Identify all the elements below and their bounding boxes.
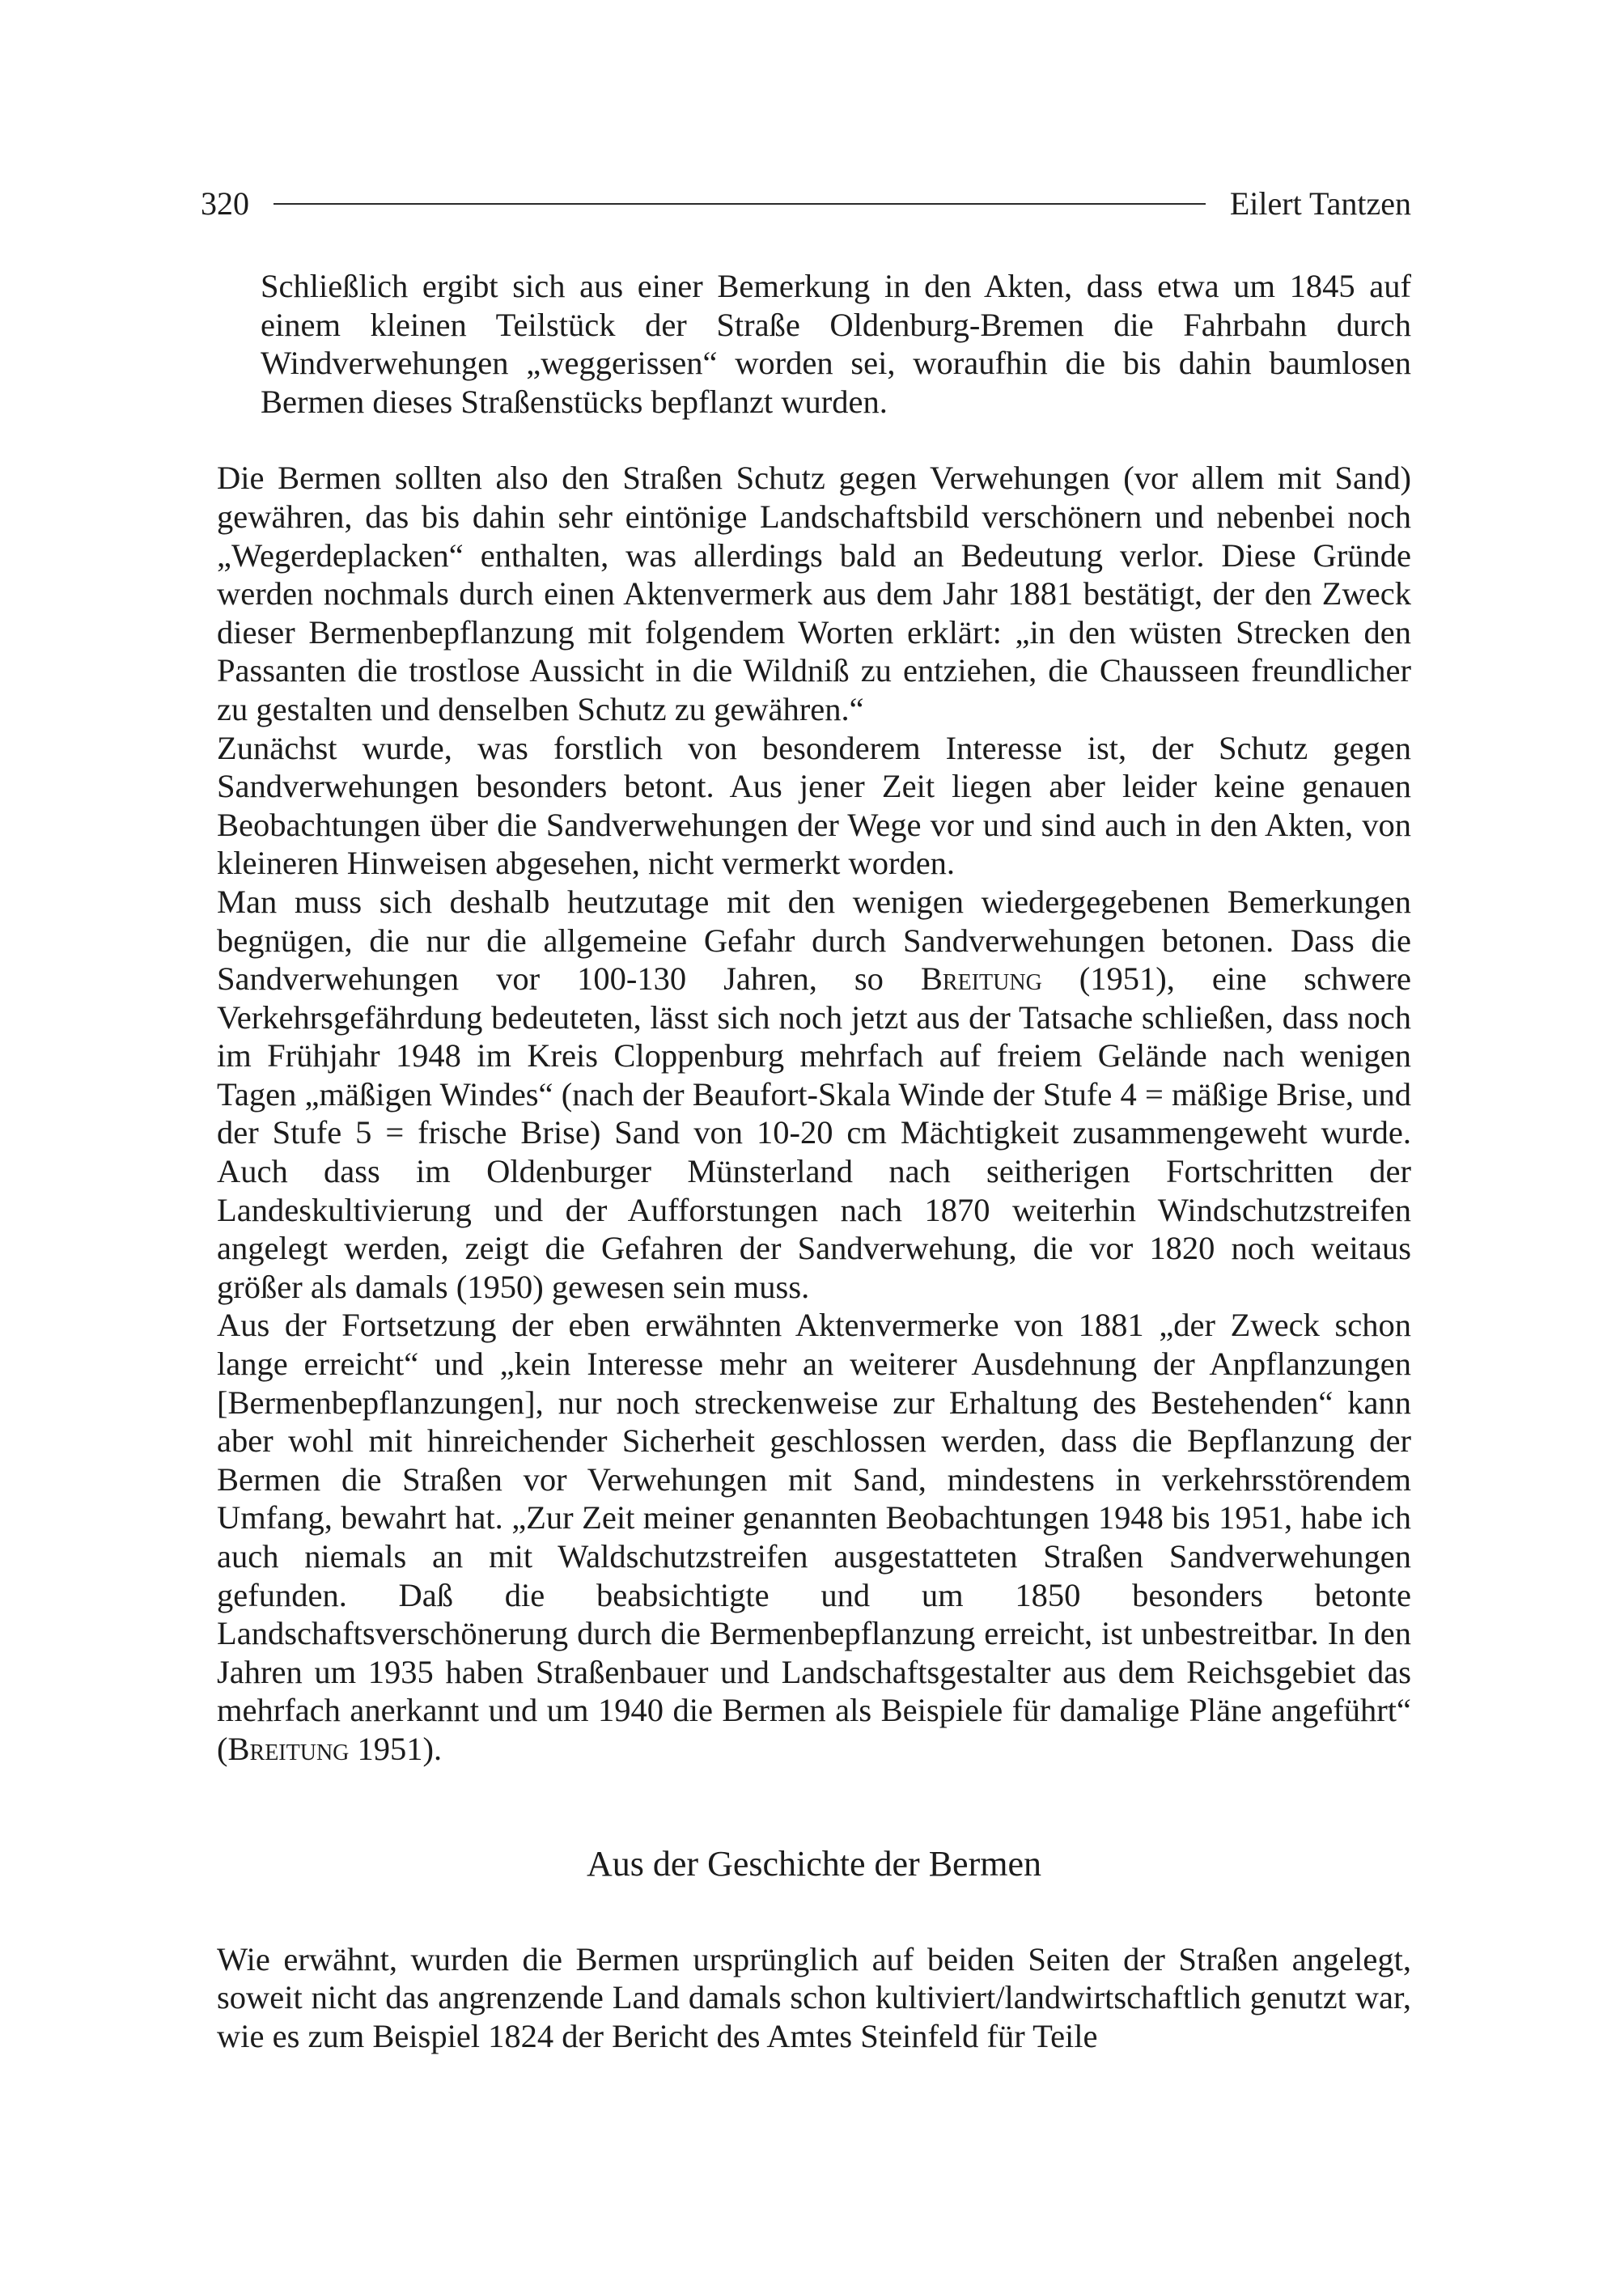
- citation-author: Breitung: [227, 1730, 350, 1767]
- paragraph-3: Zunächst wurde, was forstlich von besonderem Interesse ist, der Schutz gegen Sandverwehungen besonders betont. Aus jener Zeit liegen aber leider keine genauen Beobachtungen über die Sandverwehungen der Wege vor und sind auch in den Akten, von kleineren Hinweisen abgesehen, nicht vermerkt worden.: [217, 729, 1411, 882]
- paragraph-5-text-a: Aus der Fortsetzung der eben erwähnten Aktenvermerke von 1881 „der Zweck schon lange erreicht“ und „kein Interesse mehr an weiterer Ausdehnung der Anpflanzungen [Bermenbepflanzungen], nur noch streckenweise zur Erhaltung des Bestehenden“ kann aber wohl mit hinreichender Sicherheit geschlossen werden, dass die Bepflanzung der Bermen die Straßen vor Verwehungen mit Sand, mindestens in verkehrsstörendem Umfang, bewahrt hat. „Zur Zeit meiner genannten Beobachtungen 1948 bis 1951, habe ich auch niemals an mit Waldschutzstreifen ausgestatteten Straßen Sandverwehungen gefunden. Daß die beabsichtigte und um 1850 besonders betonte Landschaftsverschönerung durch die Bermenbepflanzung erreicht, ist unbestreitbar. In den Jahren um 1935 haben Straßenbauer und Landschaftsgestalter aus dem Reichsgebiet das mehrfach anerkannt und um 1940 die Bermen als Beispiele für damalige Pläne angeführt“ (: [217, 1307, 1411, 1767]
- paragraph-6: Wie erwähnt, wurden die Bermen ursprünglich auf beiden Seiten der Straßen angelegt, soweit nicht das angrenzende Land damals schon kultiviert/landwirtschaftlich genutzt war, wie es zum Beispiel 1824 der Bericht des Amtes Steinfeld für Teile: [217, 1940, 1411, 2054]
- header-rule: [273, 203, 1206, 205]
- body-text: [217, 267, 1411, 2055]
- paragraph-1: Schließlich ergibt sich aus einer Bemerkung in den Akten, dass etwa um 1845 auf einem kleinen Teilstück der Straße Oldenburg-Bremen die Fahrbahn durch Windverwehungen „weggerissen“ worden sei, woraufhin die bis dahin baumlosen Bermen dieses Straßenstücks bepflanzt wurden.: [261, 268, 1411, 420]
- paragraph-5: [217, 1306, 1411, 1768]
- paragraph-4-text-b: (1951), eine schwere Verkehrsgefährdung bedeuteten, lässt sich noch jetzt aus der Tatsache schließen, dass noch im Frühjahr 1948 im Kreis Cloppenburg mehrfach auf freiem Gelände nach wenigen Tagen „mäßigen Windes“ (nach der Beaufort-Skala Winde der Stufe 4 = mäßige Brise, und der Stufe 5 = frische Brise) Sand von 10-20 cm Mächtigkeit zusammengeweht wurde. Auch dass im Oldenburger Münsterland nach seitherigen Fortschritten der Landeskultivierung und der Aufforstungen nach 1870 weiterhin Windschutzstreifen angelegt werden, zeigt die Gefahren der Sandverwehung, die vor 1820 noch weitaus größer als damals (1950) gewesen sein muss.: [217, 960, 1411, 1305]
- citation-author: Breitung: [920, 960, 1042, 998]
- paragraph-5-text-b: 1951).: [349, 1730, 443, 1767]
- paragraph-4: [217, 883, 1411, 1307]
- running-header: [201, 183, 1411, 225]
- running-title: Eilert Tantzen: [1229, 185, 1411, 222]
- section-heading: Aus der Geschichte der Bermen: [586, 1843, 1041, 1884]
- paragraph-2: Die Bermen sollten also den Straßen Schutz gegen Verwehungen (vor allem mit Sand) gewähren, das bis dahin sehr eintönige Landschaftsbild verschönern und nebenbei noch „Wegerdeplacken“ enthalten, was allerdings bald an Bedeutung verlor. Diese Gründe werden nochmals durch einen Aktenvermerk aus dem Jahr 1881 bestätigt, der den Zweck dieser Bermenbepflanzung mit folgendem Worten erklärt: „in den wüsten Strecken den Passanten die trostlose Aussicht in die Wildniß zu entziehen, die Chausseen freundlicher zu gestalten und denselben Schutz zu gewähren.“: [217, 460, 1411, 727]
- paragraph-4-text-a: Man muss sich deshalb heutzutage mit den wenigen wiedergegebenen Bemerkungen begnügen, die nur die allgemeine Gefahr durch Sandverwehungen betonen. Dass die Sandverwehungen vor 100-130 Jahren, so: [217, 883, 1411, 998]
- page-number: 320: [201, 185, 249, 222]
